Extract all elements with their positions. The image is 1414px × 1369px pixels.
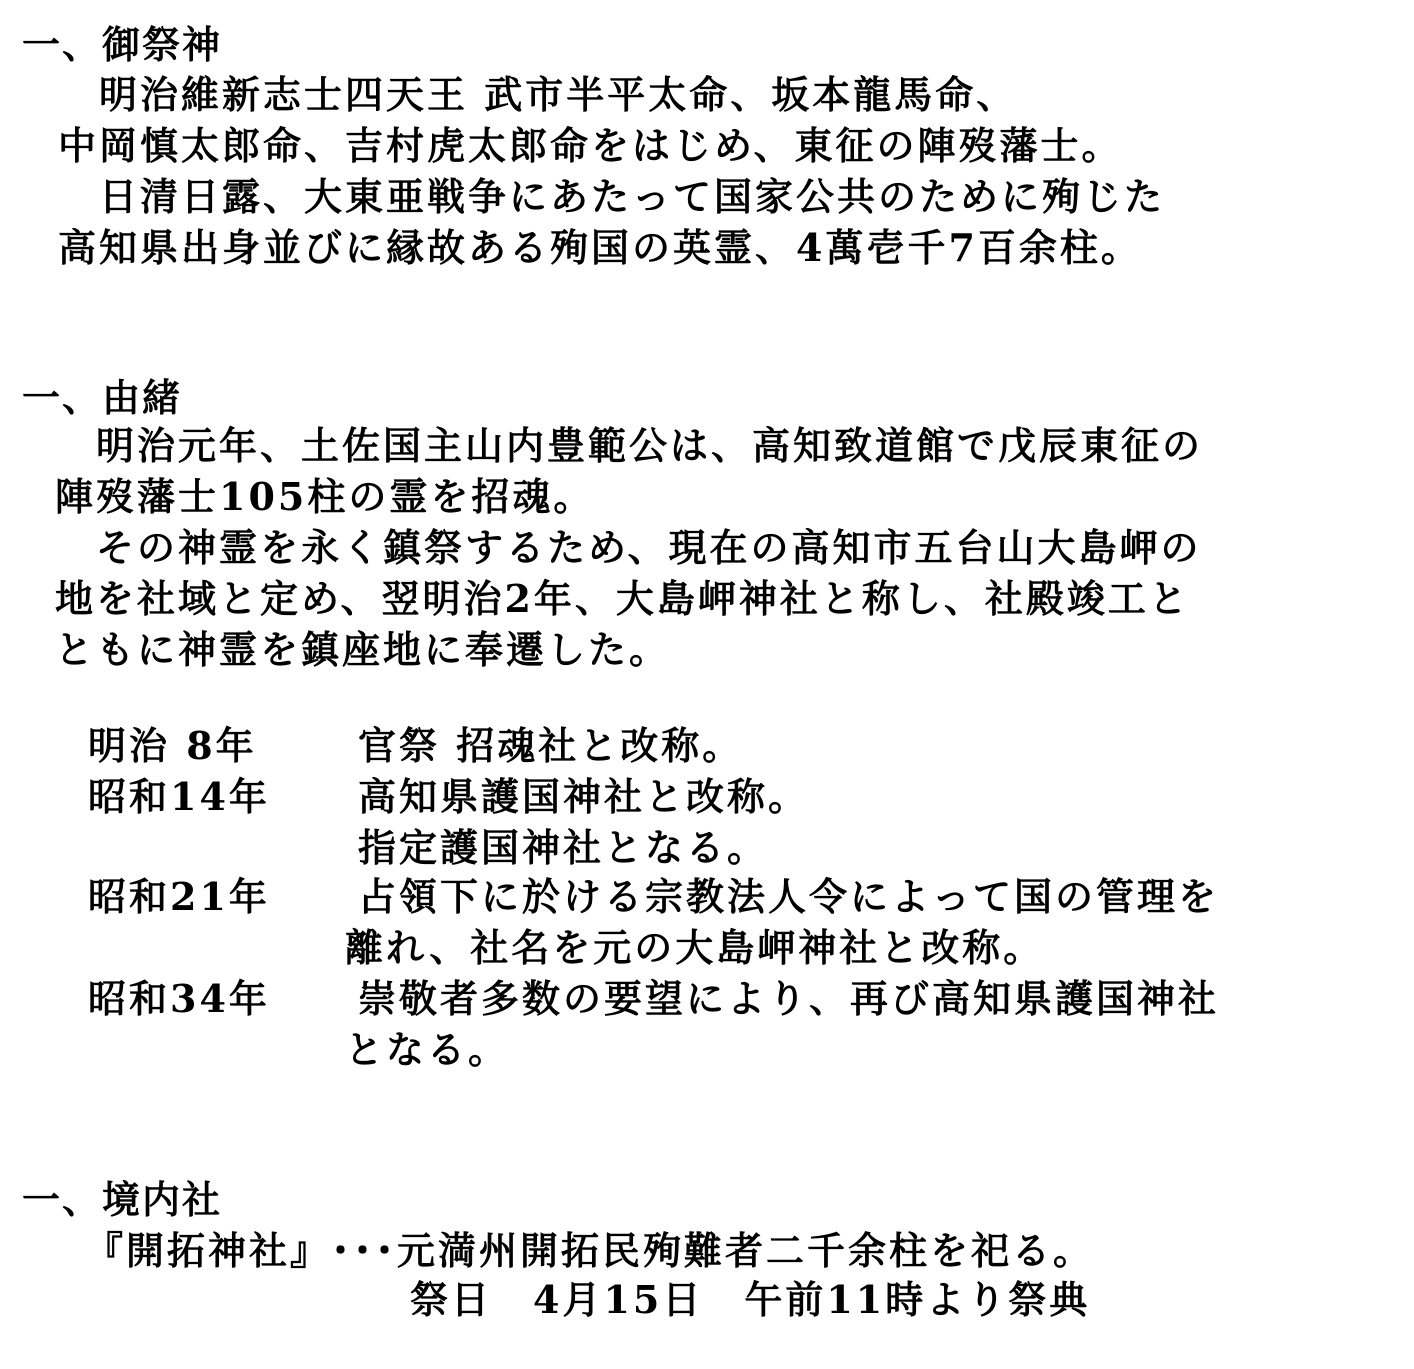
section-line: ともに神霊を鎮座地に奉遷した。 [55,627,671,672]
section-line: 中岡慎太郎命、吉村虎太郎命をはじめ、東征の陣歿藩士。 [58,123,1123,168]
timeline-year: 明治 8年 [88,723,257,768]
timeline-text: 占領下に於ける宗教法人令によって国の管理を [358,874,1220,919]
section-heading-keidaisha: 一、境内社 [22,1177,223,1222]
section-line: 日清日露、大東亜戦争にあたって国家公共のために殉じた [58,174,1166,219]
timeline-text: 高知県護国神社と改称。 [358,774,810,819]
section-line: 高知県出身並びに縁故ある殉国の英霊、4萬壱千7百余柱。 [58,225,1142,270]
timeline-year: 昭和34年 [88,976,270,1021]
keidaisha-shrine-line: 『開拓神社』･･･元満州開拓民殉難者二千余柱を祀る。 [85,1228,1095,1273]
timeline-text: 崇敬者多数の要望により、再び高知県護国神社 [358,976,1220,1021]
timeline-text: 離れ、社名を元の大島岬神社と改称。 [345,925,1045,970]
section-line: 明治元年、土佐国主山内豊範公は、高知致道館で戊辰東征の [55,423,1204,468]
section-line: 陣歿藩士105柱の霊を招魂。 [55,474,595,519]
timeline-text: 指定護国神社となる。 [358,825,769,870]
section-line: 明治維新志士四天王 武市半平太命、坂本龍馬命、 [58,72,1018,117]
section-heading-yuisho: 一、由緒 [22,375,183,420]
timeline-text: となる。 [345,1027,510,1072]
timeline-year: 昭和21年 [88,874,270,919]
timeline-text: 官祭 招魂社と改称。 [358,723,744,768]
timeline-year: 昭和14年 [88,774,270,819]
section-line: 地を社域と定め、翌明治2年、大島岬神社と称し、社殿竣工と [55,576,1190,621]
festival-date-line: 祭日 4月15日 午前11時より祭典 [410,1277,1091,1322]
section-heading-gosaijin: 一、御祭神 [22,22,223,67]
section-line: その神霊を永く鎮祭するため、現在の高知市五台山大島岬の [55,525,1202,570]
